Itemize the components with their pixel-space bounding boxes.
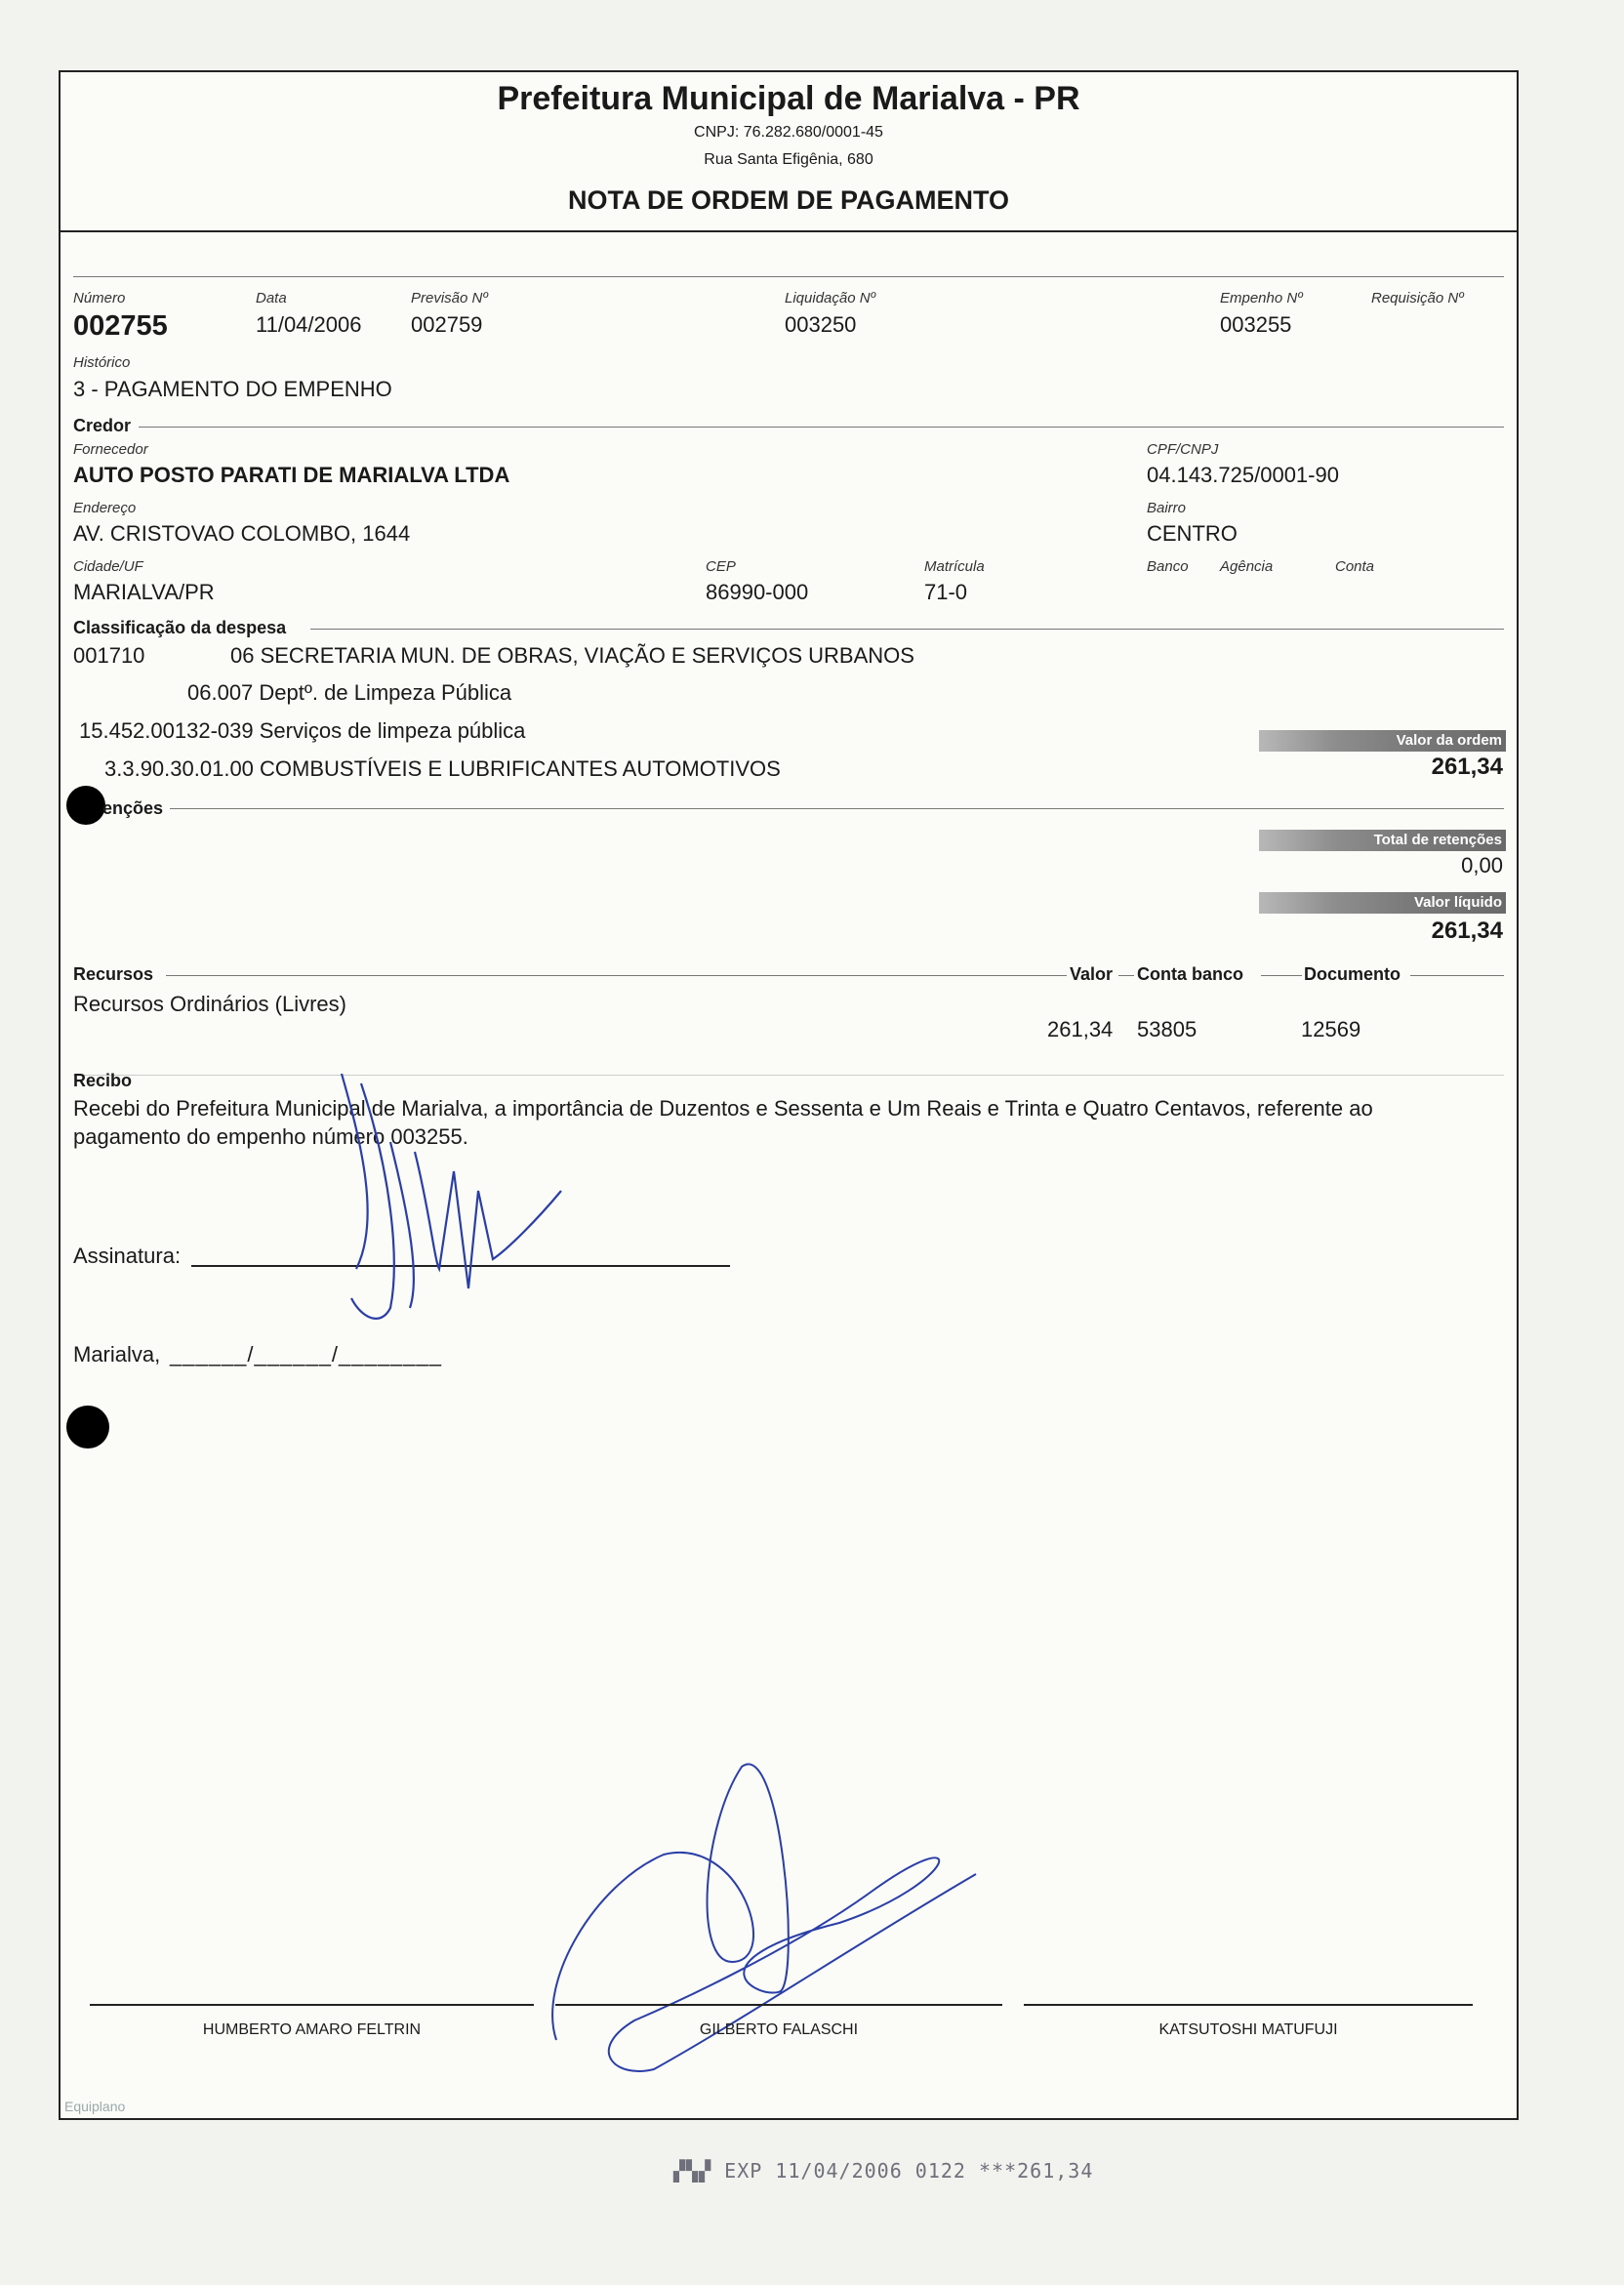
retencoes-heading: enções — [102, 798, 164, 818]
historico-value: 3 - PAGAMENTO DO EMPENHO — [73, 377, 392, 401]
document-title: NOTA DE ORDEM DE PAGAMENTO — [567, 185, 1009, 215]
cpf-value: 04.143.725/0001-90 — [1147, 463, 1339, 487]
data-value: 11/04/2006 — [256, 312, 362, 337]
brand-footer: Equiplano — [64, 2099, 126, 2114]
cidade-value: MARIALVA/PR — [73, 580, 215, 604]
cep-label: CEP — [706, 558, 736, 575]
recibo-top-rule — [73, 1075, 1504, 1076]
recibo-text: Recebi do Prefeitura Municipal de Marialva, a importância de Duzentos e Sessenta e Um Reais e Trinta e Quatro Centavos, referente ao pagamento do empenho número 003255. — [73, 1096, 1373, 1149]
recursos-valor: 261,34 — [1047, 1017, 1114, 1041]
previsao-label: Previsão Nº — [411, 290, 488, 306]
cidade-label: Cidade/UF — [73, 558, 143, 575]
valor-ordem-value: 261,34 — [1431, 754, 1503, 780]
valor-liquido-value: 261,34 — [1431, 918, 1503, 944]
signature-line-2 — [555, 2004, 1002, 2006]
bairro-label: Bairro — [1147, 500, 1187, 516]
cep-value: 86990-000 — [706, 580, 809, 604]
classificacao-code: 001710 — [73, 643, 145, 668]
recursos-heading: Recursos — [73, 964, 154, 984]
signature-line-3 — [1024, 2004, 1473, 2006]
bank-stamp-text: EXP 11/04/2006 0122 ***261,34 — [724, 2159, 1094, 2183]
classificacao-rule — [310, 629, 1504, 630]
signatory-2: GILBERTO FALASCHI — [699, 2021, 859, 2038]
header-divider — [59, 230, 1519, 232]
conta-label: Conta — [1335, 558, 1375, 575]
recursos-documento-header: Documento — [1304, 964, 1401, 984]
numero-value: 002755 — [73, 310, 168, 342]
signatory-3: KATSUTOSHI MATUFUJI — [1158, 2021, 1338, 2038]
recibo-heading: Recibo — [73, 1071, 133, 1090]
valor-liquido-label: Valor líquido — [1259, 892, 1506, 914]
date-blank: ______/______/________ — [170, 1342, 442, 1367]
natureza-despesa: 3.3.90.30.01.00 COMBUSTÍVEIS E LUBRIFICANTES AUTOMOTIVOS — [104, 756, 781, 781]
punch-hole — [66, 786, 105, 825]
retencoes-rule — [170, 808, 1504, 809]
matricula-value: 71-0 — [924, 580, 968, 604]
recibo-signature — [322, 1025, 576, 1367]
org-cnpj: CNPJ: 76.282.680/0001-45 — [694, 124, 883, 141]
fornecedor-label: Fornecedor — [73, 441, 148, 458]
endereco-label: Endereço — [73, 500, 137, 516]
requisicao-label: Requisição Nº — [1371, 290, 1464, 306]
punch-hole-2 — [66, 1406, 109, 1449]
org-address: Rua Santa Efigênia, 680 — [704, 151, 873, 168]
recursos-rule-3 — [1261, 975, 1302, 976]
empenho-value: 003255 — [1220, 312, 1292, 337]
banco-label: Banco — [1147, 558, 1189, 575]
fornecedor-value: AUTO POSTO PARATI DE MARIALVA LTDA — [73, 463, 510, 487]
previsao-value: 002759 — [411, 312, 483, 337]
numero-label: Número — [73, 290, 126, 306]
recursos-valor-header: Valor — [1070, 964, 1114, 984]
recursos-documento: 12569 — [1301, 1017, 1361, 1041]
endereco-value: AV. CRISTOVAO COLOMBO, 1644 — [73, 521, 411, 546]
data-label: Data — [256, 290, 287, 306]
total-retencoes-value: 0,00 — [1461, 853, 1503, 877]
local-label: Marialva, — [73, 1342, 161, 1367]
valor-ordem-label: Valor da ordem — [1259, 730, 1506, 752]
assinatura-label: Assinatura: — [73, 1244, 182, 1268]
bairro-value: CENTRO — [1147, 521, 1238, 546]
credor-rule — [139, 427, 1504, 428]
matricula-label: Matrícula — [924, 558, 985, 575]
top-rule — [73, 276, 1504, 277]
signature-line-1 — [90, 2004, 534, 2006]
classificacao-heading: Classificação da despesa — [73, 618, 287, 637]
bank-stamp — [673, 2159, 1093, 2183]
liquidacao-value: 003250 — [785, 312, 857, 337]
cpf-label: CPF/CNPJ — [1147, 441, 1219, 458]
recursos-rule-4 — [1410, 975, 1504, 976]
historico-label: Histórico — [73, 354, 131, 371]
recursos-conta: 53805 — [1137, 1017, 1198, 1041]
recursos-rule-2 — [1118, 975, 1134, 976]
secretaria: 06 SECRETARIA MUN. DE OBRAS, VIAÇÃO E SERVIÇOS URBANOS — [230, 643, 914, 668]
recursos-rule — [166, 975, 1067, 976]
liquidacao-label: Liquidação Nº — [785, 290, 876, 306]
credor-heading: Credor — [73, 416, 132, 435]
agencia-label: Agência — [1220, 558, 1274, 575]
recursos-fonte: Recursos Ordinários (Livres) — [73, 992, 346, 1016]
servico: 15.452.00132-039 Serviços de limpeza pública — [79, 718, 526, 743]
recursos-conta-header: Conta banco — [1137, 964, 1244, 984]
departamento: 06.007 Deptº. de Limpeza Pública — [187, 680, 512, 705]
signatory-1: HUMBERTO AMARO FELTRIN — [202, 2021, 422, 2038]
bank-stamp-mark: ▞▚▞ — [673, 2159, 725, 2183]
org-title: Prefeitura Municipal de Marialva - PR — [497, 80, 1080, 117]
total-retencoes-label: Total de retenções — [1259, 830, 1506, 851]
empenho-label: Empenho Nº — [1220, 290, 1303, 306]
